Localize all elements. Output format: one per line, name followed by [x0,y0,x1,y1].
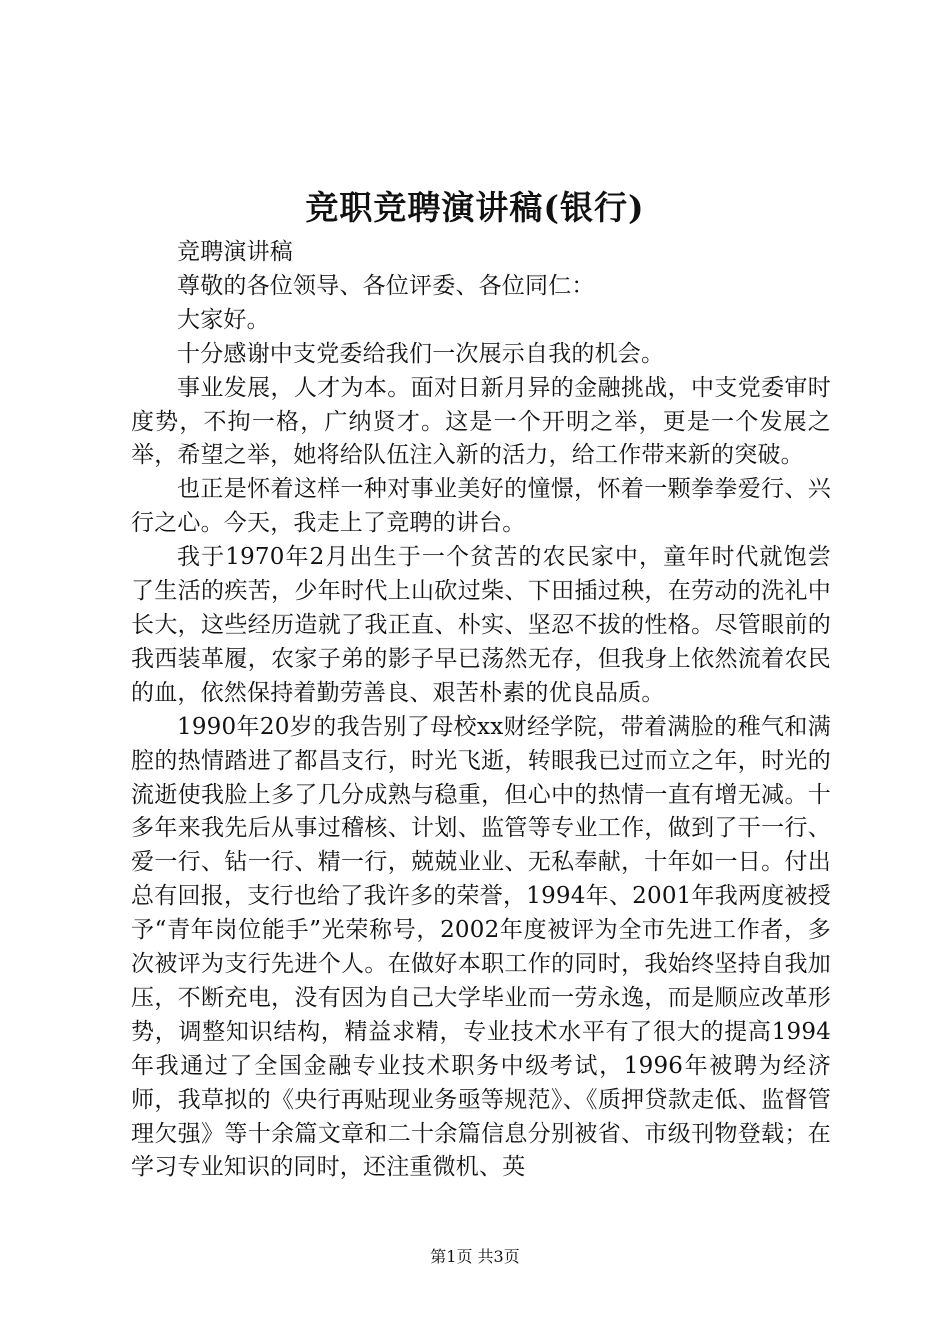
paragraph: 我于1970年2月出生于一个贫苦的农民家中，童年时代就饱尝了生活的疾苦，少年时代上山砍过柴、下田插过秧，在劳动的洗礼中长大，这些经历造就了我正直、朴实、坚忍不拔的性格。尽管眼前的我西装革履，农家子弟的影子早已荡然无存，但我身上依然流着农民的血，依然保持着勤劳善良、艰苦朴素的优良品质。 [131,544,831,706]
page-number-footer: 第1页 共3页 [430,1247,520,1266]
paragraph: 竞聘演讲稿 [177,239,293,265]
document-title: 竞职竞聘演讲稿(银行) [305,188,645,227]
paragraph: 1990年20岁的我告别了母校xx财经学院，带着满脸的稚气和满腔的热情踏进了都昌支行，时光飞逝，转眼我已过而立之年，时光的流逝使我脸上多了几分成熟与稳重，但心中的热情一直有增无减。十多年来我先后从事过稽核、计划、监管等专业工作，做到了干一行、爱一行、钻一行、精一行，兢兢业业、无私奉献，十年如一日。付出总有回报，支行也给了我许多的荣誉，1994年、2001年我两度被授予“青年岗位能手”光荣称号，2002年度被评为全市先进工作者，多次被评为支行先进个人。在做好本职工作的同时，我始终坚持自我加压，不断充电，没有因为自己大学毕业而一劳永逸，而是顺应改革形势，调整知识结构，精益求精，专业技术水平有了很大的提高1994年我通过了全国金融专业技术职务中级考试，1996年被聘为经济师，我草拟的《央行再贴现业务亟等规范》、《质押贷款走低、监督管理欠强》等十余篇文章和二十余篇信息分别被省、市级刊物登载；在学习专业知识的同时，还注重微机、英 [131,713,831,1181]
paragraph: 大家好。 [177,306,270,333]
paragraph: 十分感谢中支党委给我们一次展示自我的机会。 [177,340,665,367]
paragraph: 事业发展，人才为本。面对日新月异的金融挑战，中支党委审时度势，不拘一格，广纳贤才。这是一个开明之举，更是一个发展之举，希望之举，她将给队伍注入新的活力，给工作带来新的突破。 [131,374,831,469]
paragraph: 尊敬的各位领导、各位评委、各位同仁： [177,272,595,299]
paragraph: 也正是怀着这样一种对事业美好的憧憬，怀着一颗拳拳爱行、兴行之心。今天，我走上了竞聘的讲台。 [131,476,831,537]
document-body [131,236,831,1185]
